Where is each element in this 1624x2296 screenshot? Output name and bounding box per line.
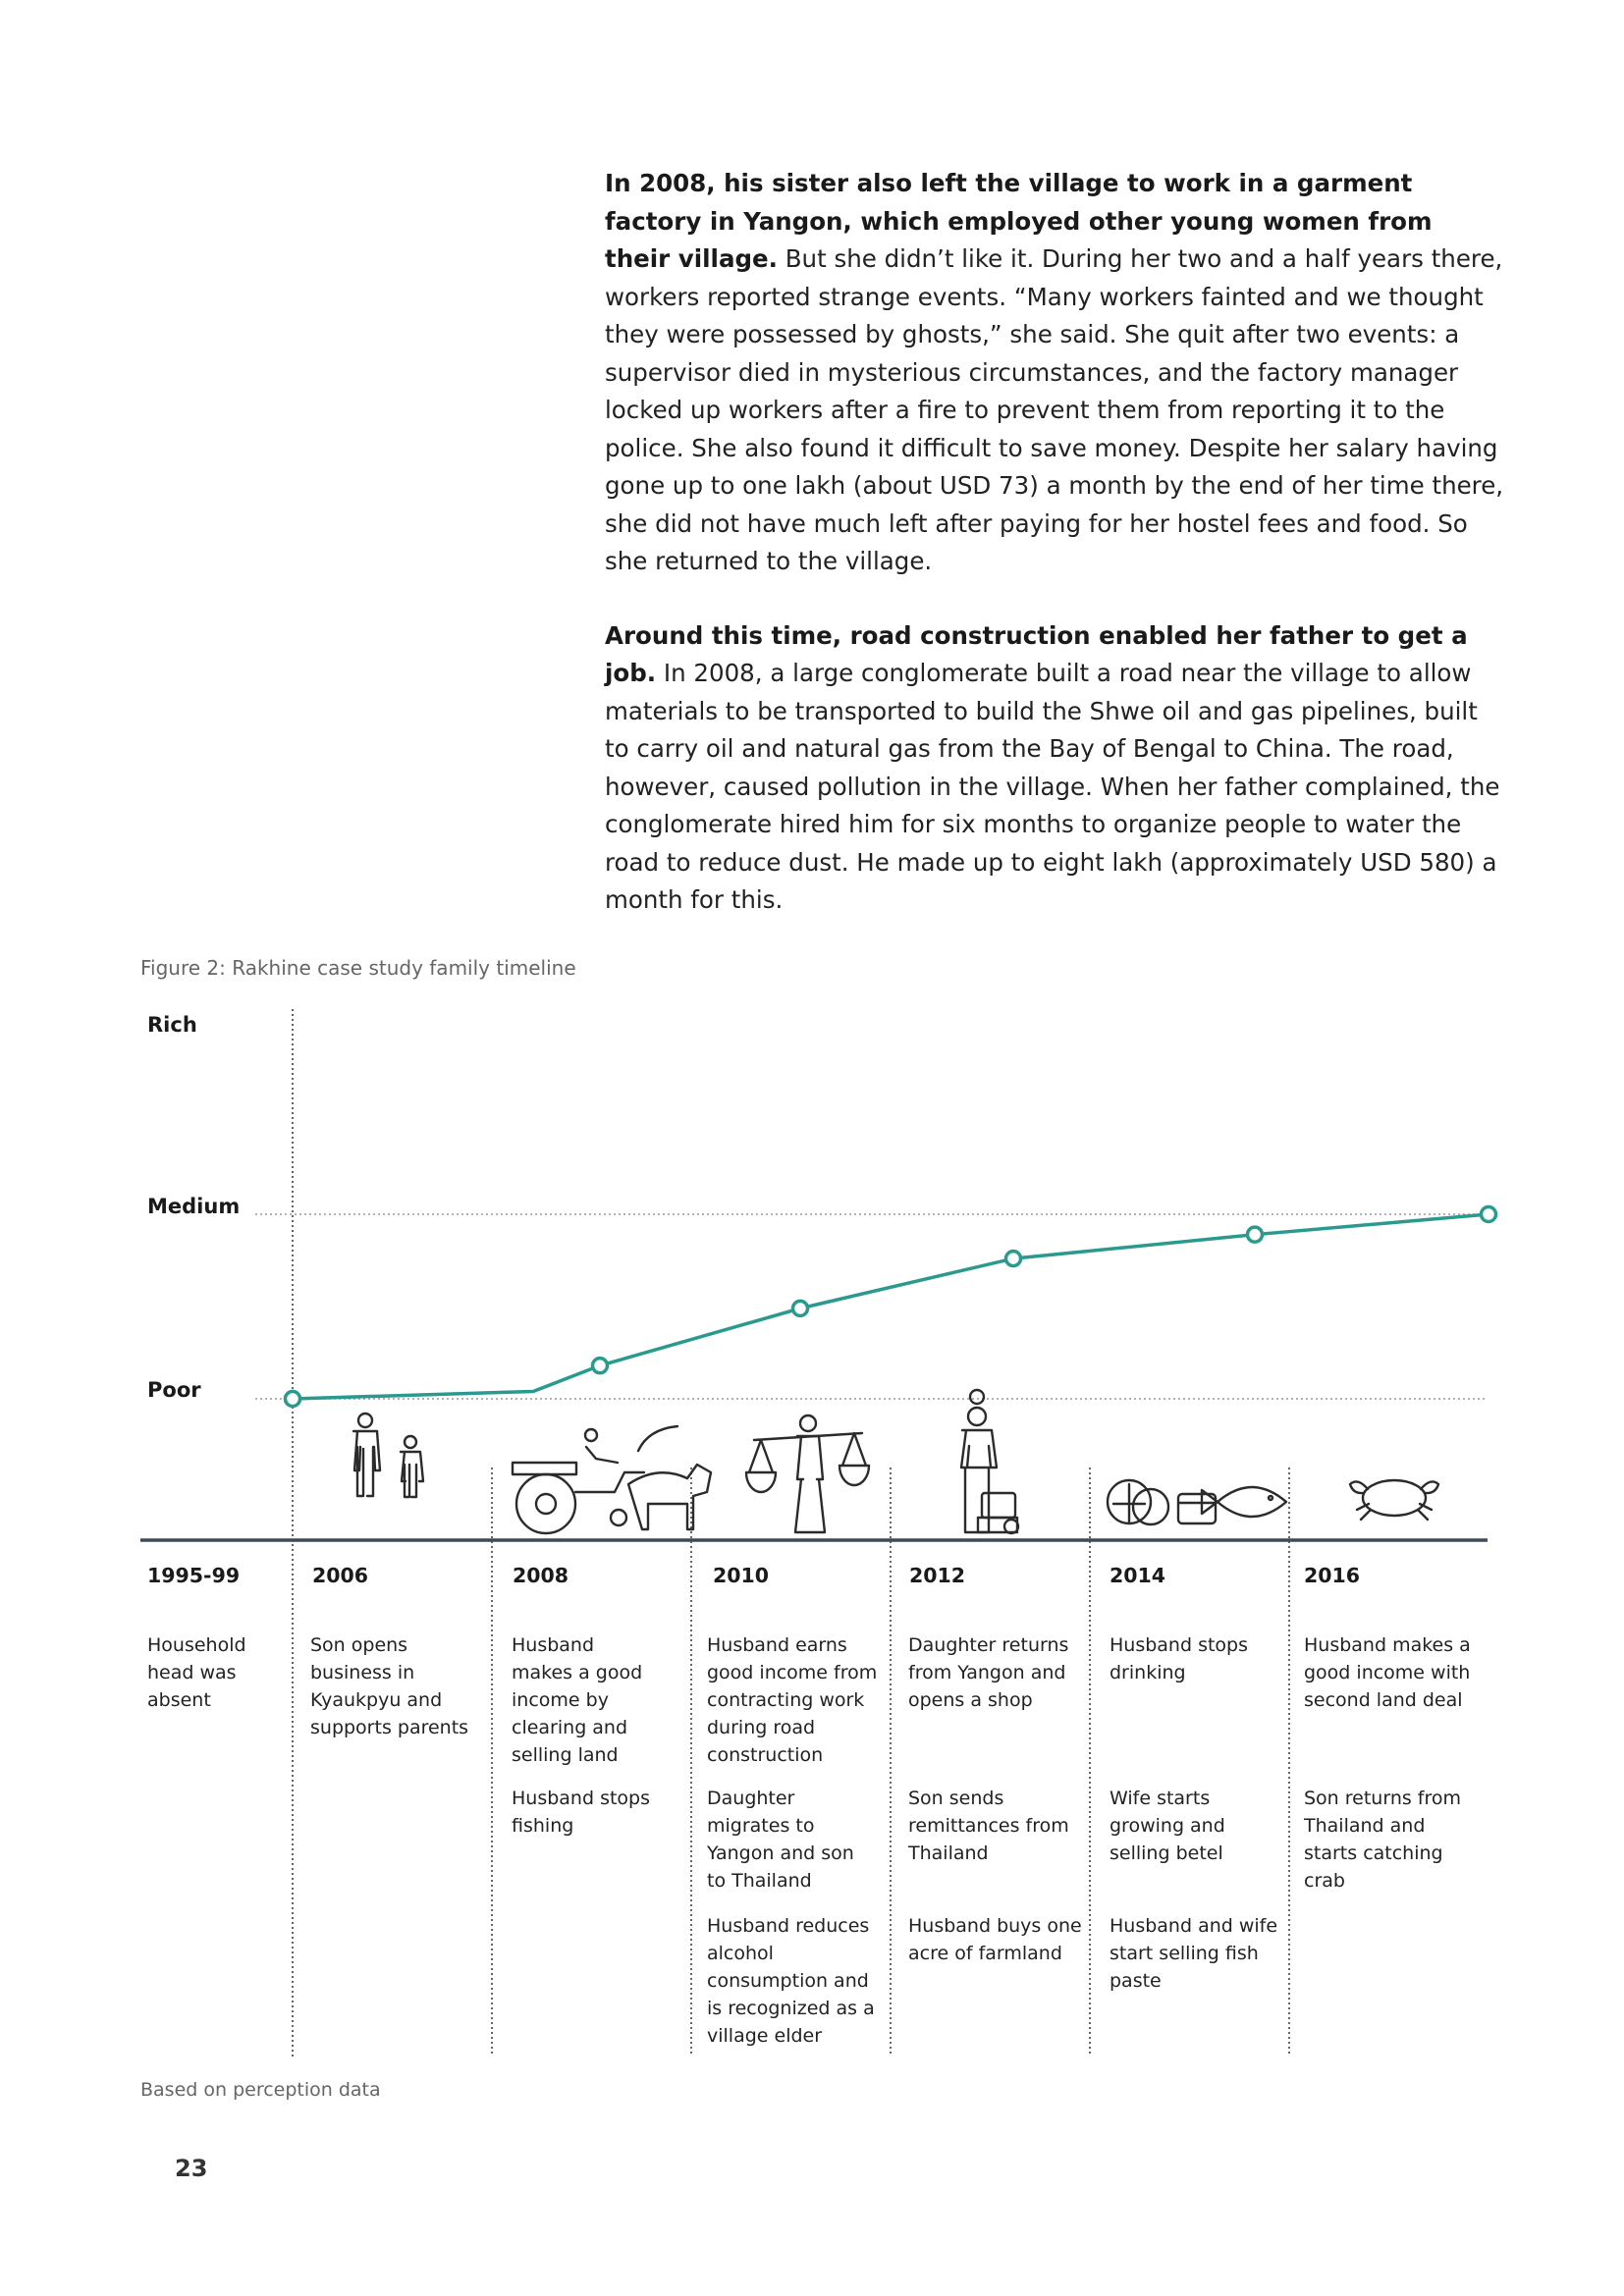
year-label: 2006 xyxy=(312,1564,369,1587)
event-text: Wife starts growing and selling betel xyxy=(1110,1788,1225,1864)
paragraph-1-text: But she didn’t like it. During her two and a half years there, workers reported strange events. “Many workers fainted and we thought they were possessed by ghosts,” she said. She quit after two events: a supervisor died in mysterious circumstances, and the factory manager locked up workers after a fire to prevent them from reporting it to the police. She also found it difficult to save money. Despite her salary having gone up to one lakh (about USD 73) a month by the end of her time there, she did not have much left after paying for her hostel fees and food. So she returned to the village. xyxy=(605,244,1504,575)
figure-footnote: Based on perception data xyxy=(140,2079,381,2101)
year-label: 2012 xyxy=(909,1564,966,1587)
paragraph-1-lead: In 2008, his sister also left the village to work in a garment factory in Yangon, which employed other young women from their village. xyxy=(605,169,1433,273)
event-text: Husband earns good income from contracting work during road construction xyxy=(707,1634,878,1766)
year-label: 2016 xyxy=(1304,1564,1361,1587)
event-text: Husband and wife start selling fish paste xyxy=(1110,1915,1278,1992)
event-text: Husband reduces alcohol consumption and is recognized as a village elder xyxy=(707,1915,875,2047)
event-text: Son opens business in Kyaukpyu and supports parents xyxy=(310,1634,469,1738)
event-text: Husband stops fishing xyxy=(512,1788,651,1837)
betel-fish-icon xyxy=(1108,1480,1286,1524)
figure-caption: Figure 2: Rakhine case study family timeline xyxy=(140,956,576,980)
wealth-series xyxy=(286,1207,1496,1407)
data-point-marker xyxy=(593,1359,608,1373)
event-text: Son sends remittances from Thailand xyxy=(908,1788,1069,1864)
tractor-ox-icon xyxy=(513,1426,711,1533)
data-point-marker xyxy=(1482,1207,1496,1222)
data-point-marker xyxy=(286,1392,300,1407)
axis-label-poor: Poor xyxy=(147,1378,201,1402)
two-men-icon xyxy=(353,1414,423,1497)
event-text: Daughter migrates to Yangon and son to Thailand xyxy=(707,1788,854,1892)
axis-label-rich: Rich xyxy=(147,1013,197,1037)
event-text: Daughter returns from Yangon and opens a shop xyxy=(908,1634,1069,1711)
event-text: Husband makes a good income with second land deal xyxy=(1304,1634,1471,1711)
crab-icon xyxy=(1350,1480,1438,1520)
period-separators xyxy=(293,1009,1289,2056)
year-label: 2008 xyxy=(513,1564,569,1587)
shopkeeper-icon xyxy=(961,1390,1018,1533)
year-label: 2014 xyxy=(1110,1564,1166,1587)
paragraph-2-text: In 2008, a large conglomerate built a road near the village to allow materials to be transported to build the Shwe oil and gas pipelines, built to carry oil and natural gas from the Bay of Bengal to China. The road, however, caused pollution in the village. When her father complained, the conglomerate hired him for six months to organize people to water the road to reduce dust. He made up to eight lakh (approximately USD 580) a month for this. xyxy=(605,659,1500,914)
event-text: Husband stops drinking xyxy=(1110,1634,1249,1683)
wealth-line xyxy=(293,1214,1489,1399)
event-text: Son returns from Thailand and starts catching crab xyxy=(1304,1788,1462,1892)
data-point-marker xyxy=(1006,1252,1021,1266)
page-number: 23 xyxy=(175,2155,208,2182)
event-text: Household head was absent xyxy=(147,1634,246,1711)
axis-label-medium: Medium xyxy=(147,1195,241,1218)
year-label: 2010 xyxy=(713,1564,770,1587)
data-point-marker xyxy=(793,1301,808,1315)
event-text: Husband makes a good income by clearing and selling land xyxy=(512,1634,643,1766)
year-label: 1995-99 xyxy=(147,1564,241,1587)
data-point-marker xyxy=(1248,1227,1263,1242)
porter-icon xyxy=(746,1415,869,1532)
event-text: Husband buys one acre of farmland xyxy=(908,1915,1082,1964)
paragraph-2-lead: Around this time, road construction enabled her father to get a job. xyxy=(605,620,1468,687)
